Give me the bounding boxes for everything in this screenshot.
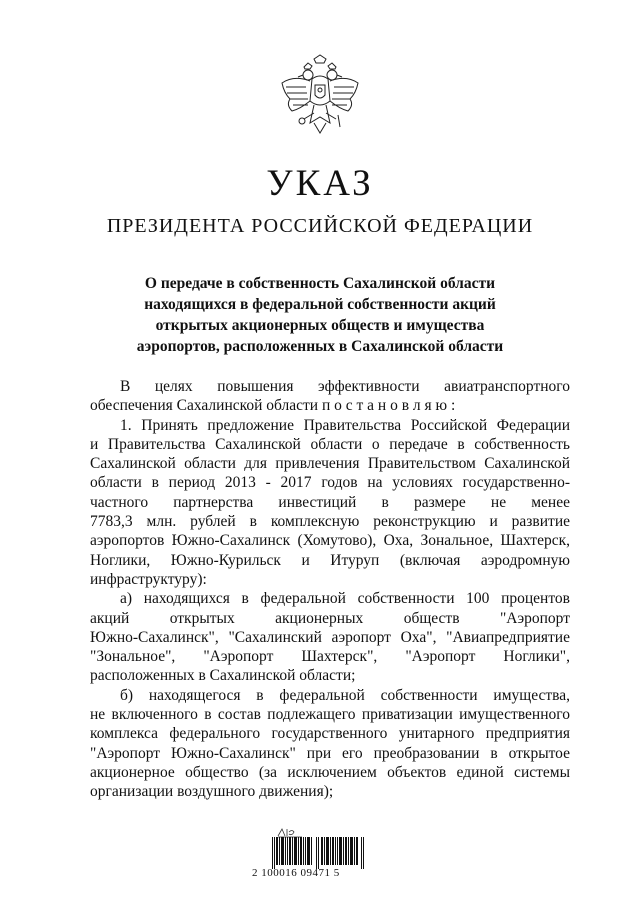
barcode-number: 2 100016 09471 5: [252, 867, 340, 879]
body-line: обеспечения Сахалинской области п о с т а н о в л я ю :: [90, 397, 456, 415]
body-line: организации воздушного движения);: [90, 783, 334, 801]
barcode-icon: [272, 837, 364, 869]
body-line: "Аэропорт Южно-Сахалинск" при его преобразовании в открытое: [90, 744, 570, 762]
body-line: Южно-Сахалинск", "Сахалинский аэропорт Оха", "Авиапредприятие: [90, 628, 570, 646]
body-line: 1. Принять предложение Правительства Российской Федерации: [120, 416, 570, 434]
body-line: расположенных в Сахалинской области;: [90, 667, 356, 685]
publisher-mark-icon: [276, 825, 306, 837]
heading-line: находящихся в федеральной собственности акций: [144, 296, 496, 313]
body-line: аэропортов Южно-Сахалинск (Хомутово), Оха, Зональное, Шахтерск,: [90, 532, 570, 550]
body-line: а) находящихся в федеральной собственности 100 процентов: [120, 590, 570, 608]
heading-line: О передаче в собственность Сахалинской области: [144, 275, 496, 292]
document-subtitle: ПРЕЗИДЕНТА РОССИЙСКОЙ ФЕДЕРАЦИИ: [106, 215, 534, 237]
body-line: не включенного в состав подлежащего приватизации имущественного: [90, 706, 570, 724]
decree-body: [90, 377, 570, 802]
body-line: "Зональное", "Аэропорт Шахтерск", "Аэропорт Ноглики",: [90, 648, 570, 666]
body-line: 7783,3 млн. рублей в комплексную реконструкцию и развитие: [90, 513, 570, 531]
body-line: области в период 2013 - 2017 годов на условиях государственно-: [90, 474, 570, 492]
body-line: б) находящегося в федеральной собственности имущества,: [120, 686, 570, 704]
body-line: и Правительства Сахалинской области о передаче в собственность: [90, 435, 570, 453]
body-line: акций открытых акционерных обществ "Аэропорт: [90, 609, 570, 627]
document-title: УКАЗ: [266, 163, 374, 204]
body-line: В целях повышения эффективности авиатранспортного: [120, 378, 570, 395]
decree-heading: [80, 273, 560, 357]
body-line: частного партнерства инвестиций в размере не менее: [90, 493, 570, 511]
coat-of-arms-icon: [274, 53, 366, 145]
body-line: Ноглики, Южно-Курильск и Итуруп (включая аэродромную: [90, 551, 570, 569]
body-line: инфраструктуру):: [90, 570, 207, 588]
heading-line: открытых акционерных обществ и имущества: [155, 317, 485, 334]
body-line: Сахалинской области для привлечения Правительством Сахалинской: [90, 455, 570, 473]
body-line: акционерное общество (за исключением объектов единой системы: [90, 763, 570, 781]
heading-line: аэропортов, расположенных в Сахалинской области: [136, 338, 504, 355]
barcode-block: [252, 825, 392, 881]
body-line: комплекса федерального государственного унитарного предприятия: [90, 725, 570, 743]
